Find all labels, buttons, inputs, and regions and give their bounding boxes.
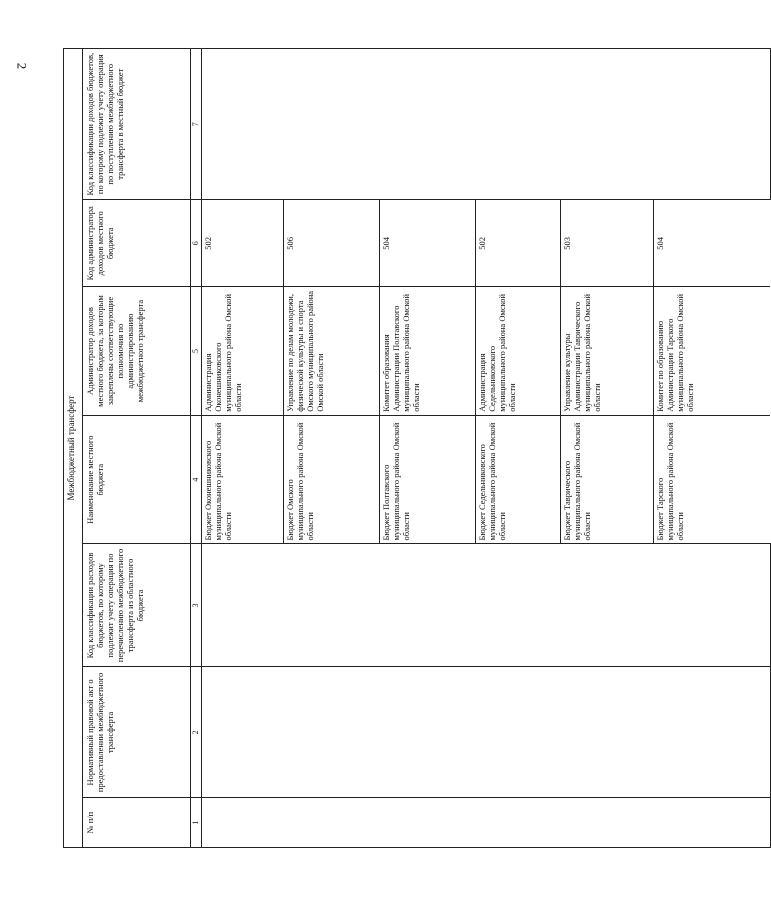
empty-cell (202, 798, 771, 848)
table-row (284, 200, 380, 543)
empty-cell (202, 667, 771, 798)
empty-cell (202, 544, 771, 667)
column-number: 2 (191, 667, 202, 798)
header-expense-code: Код классификации расходов бюджетов, по которому подлежит учету операция по перечислению межбюджетного трансферта из областного бюджета (83, 544, 191, 667)
admin-code: 503 (560, 200, 653, 287)
admin-code: 504 (654, 237, 665, 250)
header-revenue-admin: Администратор доходов местного бюджета, за которым закреплены соответствующие полномочия по администрированию межбюджетного трансферта (83, 287, 191, 416)
column-number: 5 (191, 287, 202, 416)
budget-name: Бюджет Полтавского муниципального района Омской области (380, 415, 476, 543)
admin-code: 506 (284, 200, 380, 287)
table-row (380, 200, 476, 543)
page-number: 2 (14, 62, 30, 70)
budget-name: Бюджет Тарского муниципального района Омской области (653, 415, 770, 543)
revenue-admin: Администрация Седельниковского муниципального района Омской области (476, 287, 560, 415)
rotated-table-sheet (63, 48, 695, 848)
transfer-table (63, 48, 771, 848)
admin-code: 502 (476, 200, 560, 287)
budget-name: Бюджет Седельниковского муниципального района Омской области (476, 415, 560, 543)
column-number: 4 (191, 415, 202, 544)
budget-name: Бюджет Таврического муниципального района Омской области (560, 415, 653, 543)
empty-cell (202, 49, 771, 200)
column-number: 7 (191, 49, 202, 200)
column-number: 1 (191, 798, 202, 848)
budget-name: Бюджет Омского муниципального района Омской области (284, 415, 380, 543)
header-admin-code: Код администратора доходов местного бюджета (83, 200, 191, 287)
table-row (653, 200, 770, 543)
revenue-admin: Комитет образования Администрации Полтавского муниципального района Омской области (380, 287, 476, 415)
header-number: № п/п (83, 798, 191, 848)
table-row (202, 200, 284, 543)
column-number: 3 (191, 544, 202, 667)
budget-name: Бюджет Оконешниковского муниципального района Омской области (202, 415, 284, 543)
recipients-block (202, 200, 771, 544)
header-budget-name: Наименование местного бюджета (83, 415, 191, 544)
column-number: 6 (191, 200, 202, 287)
admin-code: 504 (380, 200, 476, 287)
table-row (560, 200, 653, 543)
revenue-admin: Администрация Оконешниковского муниципального района Омской области (202, 287, 284, 415)
table-title: Межбюджетный трансферт (64, 49, 83, 848)
header-legal-act: Нормативный правовой акт о предоставлении межбюджетного трансферта (83, 667, 191, 798)
table-row (476, 200, 560, 543)
header-revenue-code: Код классификации доходов бюджетов, по которому подлежит учету операция по поступлению межбюджетного трансферта в местный бюджет (83, 49, 191, 200)
recipients-table (202, 200, 770, 543)
revenue-admin: Комитет по образованию Администрации Тарского муниципального района Омской области (653, 287, 770, 415)
admin-code: 502 (202, 200, 284, 287)
revenue-admin: Управление культуры Администрации Таврического муниципального района Омской области (560, 287, 653, 415)
revenue-admin: Управление по делам молодежи, физической культуры и спорта Омского муниципального района Омской области (284, 287, 380, 415)
